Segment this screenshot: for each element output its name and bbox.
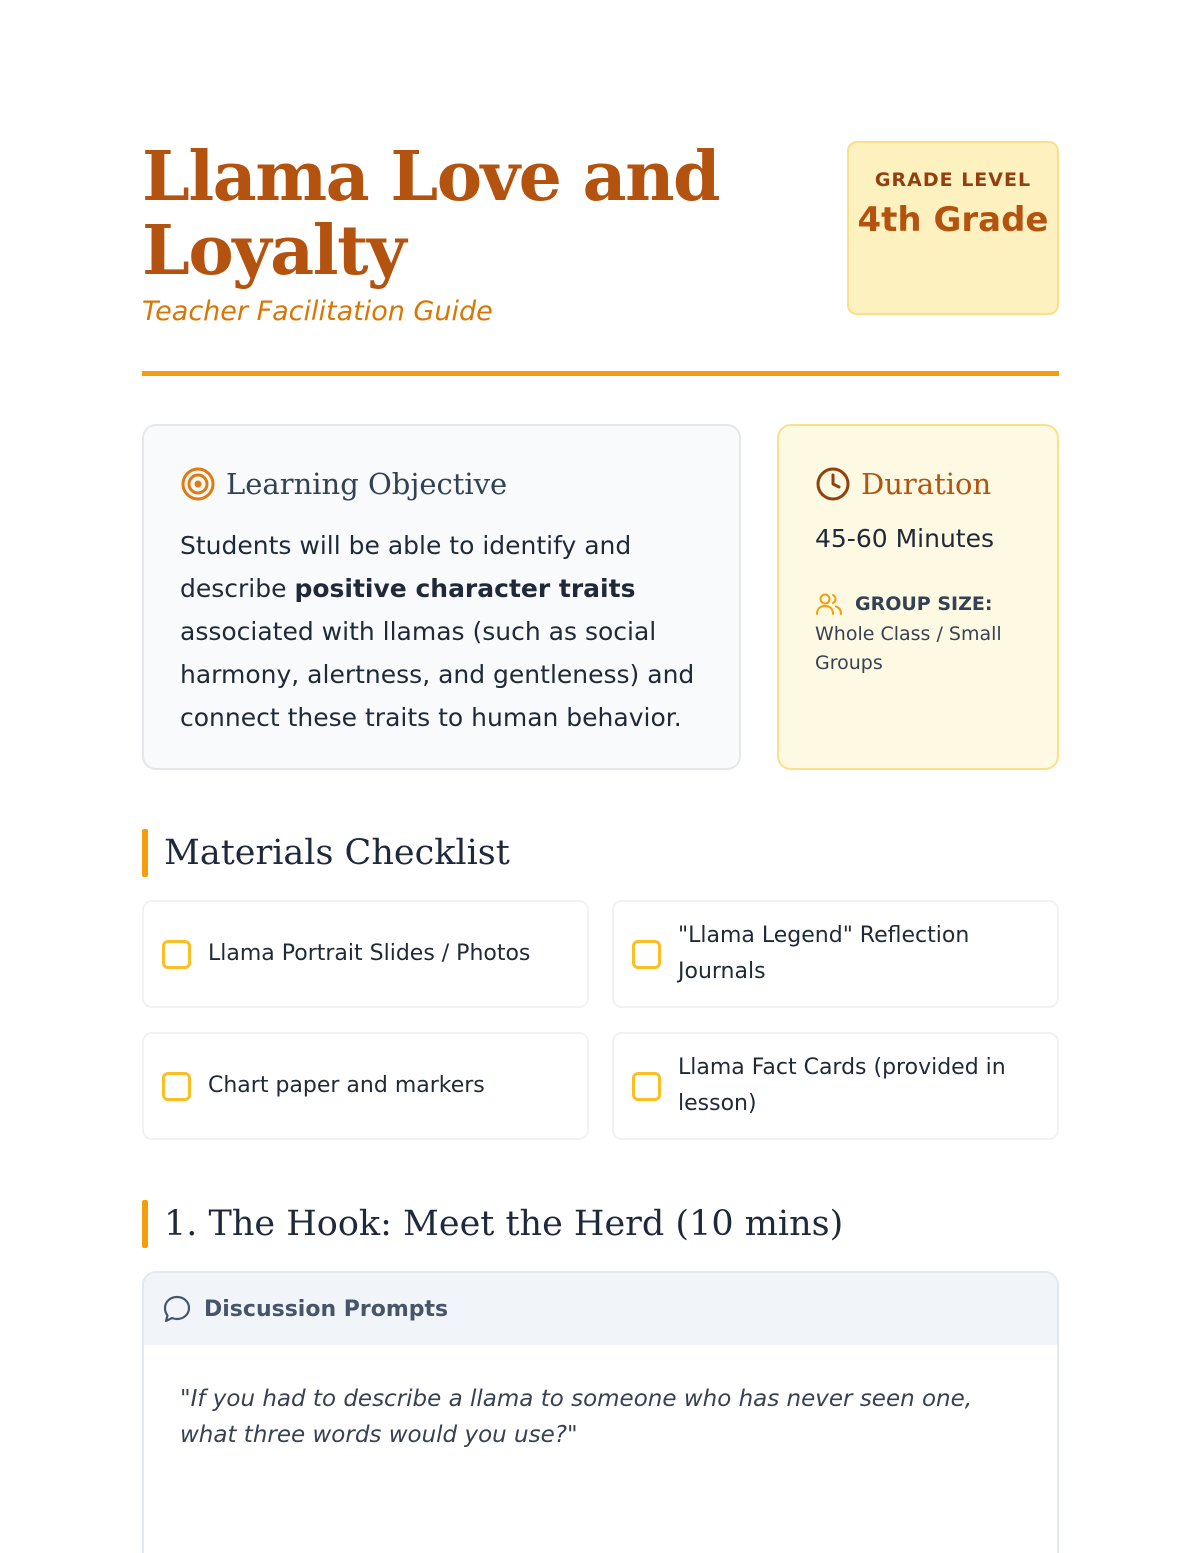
materials-section-heading (142, 829, 510, 877)
objective-text-bold: positive character traits (294, 574, 636, 603)
checklist-item[interactable] (142, 1032, 589, 1140)
hook-title: 1. The Hook: Meet the Herd (10 mins) (164, 1204, 844, 1244)
checklist-item-label: Llama Portrait Slides / Photos (208, 941, 531, 966)
checklist-item[interactable] (612, 1032, 1059, 1140)
hook-section-heading (142, 1200, 843, 1248)
grade-level-value: 4th Grade (857, 200, 1049, 240)
objective-text-end: associated with llamas (such as social harmony, alertness, and gentleness) and connect these traits to human behavior. (180, 617, 695, 732)
duration-value: 45-60 Minutes (815, 524, 995, 553)
grade-level-label: GRADE LEVEL (874, 169, 1032, 191)
grade-level-badge (847, 141, 1059, 315)
lesson-page (142, 0, 1059, 1553)
section-accent-bar (142, 1200, 148, 1248)
duration-title: Duration (861, 467, 992, 501)
discussion-prompts-panel (142, 1271, 1059, 1553)
checklist-item[interactable] (142, 900, 589, 1008)
section-accent-bar (142, 829, 148, 877)
discussion-prompts-title: Discussion Prompts (204, 1296, 449, 1322)
header-divider (142, 371, 1059, 376)
materials-title: Materials Checklist (164, 833, 510, 873)
checkbox[interactable] (632, 1072, 661, 1101)
page-title: Llama Love and Loyalty (142, 137, 720, 291)
chat-bubble-icon (162, 1294, 192, 1324)
checkbox[interactable] (632, 940, 661, 969)
checkbox[interactable] (162, 940, 191, 969)
learning-objective-title: Learning Objective (226, 467, 508, 501)
learning-objective-heading (180, 466, 507, 502)
duration-card (777, 424, 1059, 770)
clock-icon (815, 466, 851, 502)
checklist-item-label: Llama Fact Cards (provided in lesson) (678, 1055, 1006, 1116)
users-icon (815, 590, 843, 618)
discussion-prompts-header (144, 1273, 1057, 1345)
group-size-label: GROUP SIZE: (855, 593, 993, 615)
checklist-item[interactable] (612, 900, 1059, 1008)
checklist-item-label: Chart paper and markers (208, 1073, 485, 1098)
learning-objective-text (180, 524, 720, 739)
group-size-value: Whole Class / Small Groups (815, 623, 1002, 674)
learning-objective-card (142, 424, 741, 770)
duration-heading (815, 466, 991, 502)
page-subtitle: Teacher Facilitation Guide (142, 296, 493, 327)
target-icon (180, 466, 216, 502)
group-size-row (815, 590, 992, 618)
discussion-prompt-text: "If you had to describe a llama to someone who has never seen one, what three words would you use?" (180, 1386, 973, 1448)
checkbox[interactable] (162, 1072, 191, 1101)
objective-text-start: Students will be able to identify and describe (180, 531, 632, 603)
checklist-item-label: "Llama Legend" Reflection Journals (678, 923, 970, 984)
